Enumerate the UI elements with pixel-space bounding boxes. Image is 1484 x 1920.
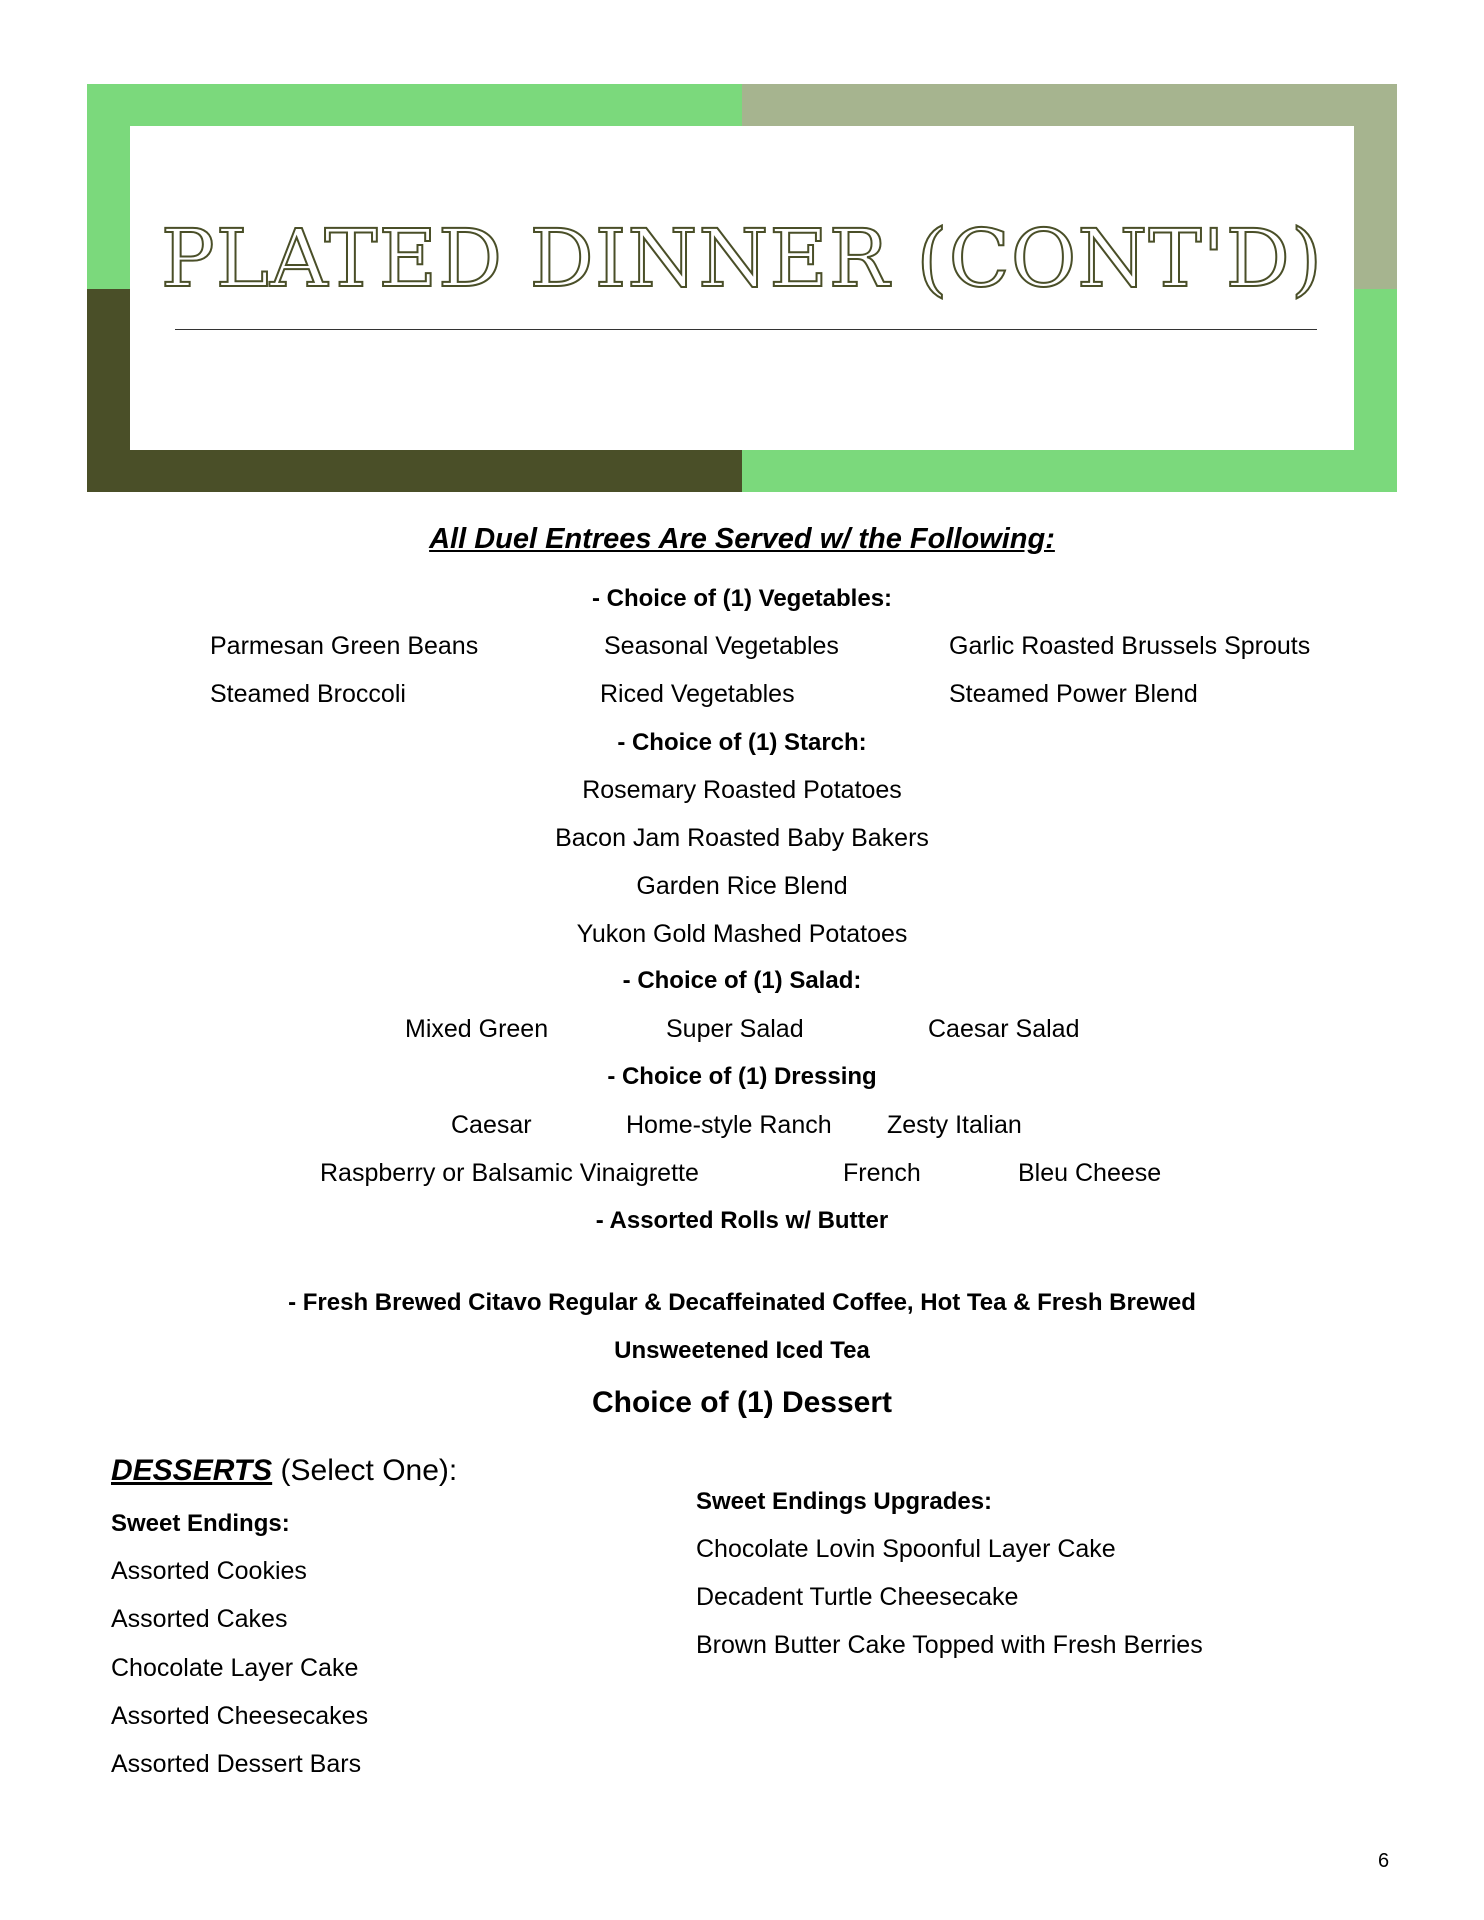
beverage-line: Unsweetened Iced Tea xyxy=(614,1337,870,1364)
page-title: PLATED DINNER (CONT'D) xyxy=(160,212,1324,305)
dessert-item: Assorted Cakes xyxy=(111,1605,288,1633)
starch-item: Rosemary Roasted Potatoes xyxy=(582,776,902,804)
desserts-label-suffix: (Select One): xyxy=(272,1454,458,1487)
upgrade-item: Chocolate Lovin Spoonful Layer Cake xyxy=(696,1535,1116,1563)
salad-item: Mixed Green xyxy=(405,1015,549,1043)
title-divider xyxy=(175,329,1317,330)
starch-item: Bacon Jam Roasted Baby Bakers xyxy=(555,824,929,852)
rolls-heading: - Assorted Rolls w/ Butter xyxy=(595,1207,889,1234)
dessert-item: Assorted Cheesecakes xyxy=(111,1702,369,1730)
page-number: 6 xyxy=(1378,1850,1390,1872)
dressing-item: Bleu Cheese xyxy=(1018,1159,1162,1187)
starch-heading: - Choice of (1) Starch: xyxy=(617,729,867,756)
dessert-item: Assorted Dessert Bars xyxy=(111,1750,362,1778)
intro-heading: All Duel Entrees Are Served w/ the Following: xyxy=(429,523,1055,555)
dressing-item: Caesar xyxy=(451,1111,532,1139)
starch-item: Yukon Gold Mashed Potatoes xyxy=(576,920,908,948)
dressing-heading: - Choice of (1) Dressing xyxy=(607,1063,877,1090)
desserts-label: DESSERTS xyxy=(111,1454,273,1487)
upgrades-heading: Sweet Endings Upgrades: xyxy=(696,1488,993,1515)
salad-item: Super Salad xyxy=(666,1015,804,1043)
starch-item: Garden Rice Blend xyxy=(636,872,848,900)
dessert-item: Chocolate Layer Cake xyxy=(111,1654,359,1682)
dressing-item: French xyxy=(843,1159,921,1187)
vegetable-item: Garlic Roasted Brussels Sprouts xyxy=(949,632,1311,660)
upgrade-item: Brown Butter Cake Topped with Fresh Berries xyxy=(696,1631,1203,1659)
beverage-line: - Fresh Brewed Citavo Regular & Decaffeinated Coffee, Hot Tea & Fresh Brewed xyxy=(288,1289,1196,1316)
dressing-item: Home-style Ranch xyxy=(626,1111,832,1139)
salad-heading: - Choice of (1) Salad: xyxy=(622,967,862,994)
desserts-label-line xyxy=(111,1454,457,1488)
vegetable-item: Steamed Power Blend xyxy=(949,680,1198,708)
vegetable-item: Parmesan Green Beans xyxy=(210,632,479,660)
vegetable-item: Steamed Broccoli xyxy=(210,680,406,708)
dessert-choice-heading: Choice of (1) Dessert xyxy=(591,1386,893,1419)
dressing-item: Zesty Italian xyxy=(887,1111,1022,1139)
dessert-item: Assorted Cookies xyxy=(111,1557,307,1585)
vegetable-item: Riced Vegetables xyxy=(600,680,795,708)
sweet-endings-heading: Sweet Endings: xyxy=(111,1510,290,1537)
upgrade-item: Decadent Turtle Cheesecake xyxy=(696,1583,1019,1611)
vegetables-heading: - Choice of (1) Vegetables: xyxy=(591,585,893,612)
salad-item: Caesar Salad xyxy=(928,1015,1080,1043)
vegetable-item: Seasonal Vegetables xyxy=(604,632,839,660)
dressing-item: Raspberry or Balsamic Vinaigrette xyxy=(320,1159,699,1187)
